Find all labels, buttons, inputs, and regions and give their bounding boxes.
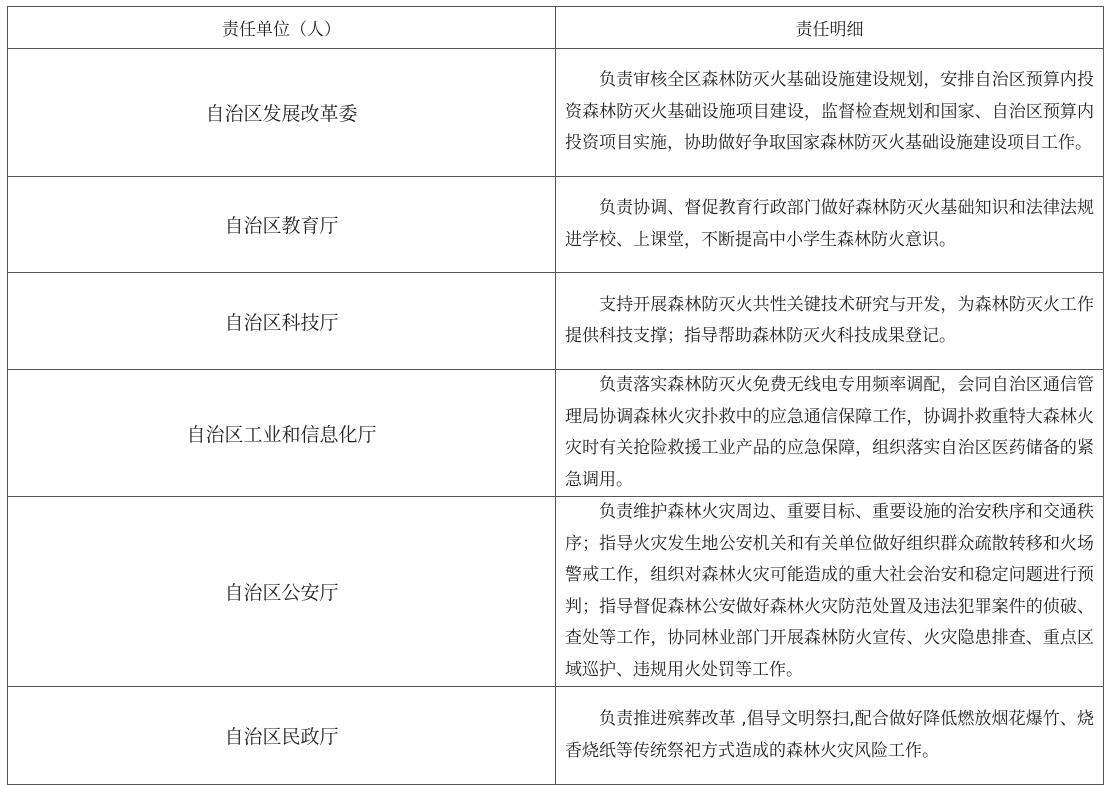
- table-header-row: [8, 7, 1104, 49]
- header-detail: 责任明细: [556, 7, 1104, 49]
- unit-cell: 自治区公安厅: [8, 497, 556, 687]
- detail-text: 负责推进殡葬改革 ,倡导文明祭扫,配合做好降低燃放烟花爆竹、烧香烧纸等传统祭祀方式造成的森林火灾风险工作。: [565, 709, 1094, 761]
- detail-cell: [556, 177, 1104, 273]
- detail-text: 负责协调、督促教育行政部门做好森林防灭火基础知识和法律法规进学校、上课堂，不断提高中小学生森林防火意识。: [565, 198, 1094, 250]
- detail-text: 支持开展森林防灭火共性关键技术研究与开发，为森林防灭火工作提供科技支撑；指导帮助森林防灭火科技成果登记。: [565, 294, 1094, 346]
- detail-cell: [556, 687, 1104, 785]
- detail-cell: [556, 273, 1104, 370]
- detail-text: 负责审核全区森林防灭火基础设施建设规划，安排自治区预算内投资森林防灭火基础设施项目建设，监督检查规划和国家、自治区预算内投资项目实施，协助做好争取国家森林防灭火基础设施建设项目工作。: [565, 70, 1094, 154]
- table-row: [8, 273, 1104, 370]
- unit-cell: 自治区科技厅: [8, 273, 556, 370]
- detail-text: 负责维护森林火灾周边、重要目标、重要设施的治安秩序和交通秩序；指导火灾发生地公安机关和有关单位做好组织群众疏散转移和火场警戒工作，组织对森林火灾可能造成的重大社会治安和稳定问题进行预判；指导督促森林公安做好森林火灾防范处置及违法犯罪案件的侦破、查处等工作，协同林业部门开展森林防火宣传、火灾隐患排查、重点区域巡护、违规用火处罚等工作。: [565, 502, 1094, 680]
- table-row: [8, 497, 1104, 687]
- unit-cell: 自治区教育厅: [8, 177, 556, 273]
- detail-cell: [556, 370, 1104, 497]
- unit-cell: 自治区发展改革委: [8, 49, 556, 177]
- detail-cell: [556, 49, 1104, 177]
- unit-cell: 自治区工业和信息化厅: [8, 370, 556, 497]
- unit-cell: 自治区民政厅: [8, 687, 556, 785]
- header-unit: 责任单位（人）: [8, 7, 556, 49]
- table-row: [8, 177, 1104, 273]
- table-row: [8, 49, 1104, 177]
- table-row: [8, 687, 1104, 785]
- table-row: [8, 370, 1104, 497]
- detail-cell: [556, 497, 1104, 687]
- detail-text: 负责落实森林防灭火免费无线电专用频率调配，会同自治区通信管理局协调森林火灾扑救中的应急通信保障工作，协调扑救重特大森林火灾时有关抢险救援工业产品的应急保障，组织落实自治区医药储备的紧急调用。: [565, 375, 1094, 490]
- responsibility-table: [7, 6, 1104, 785]
